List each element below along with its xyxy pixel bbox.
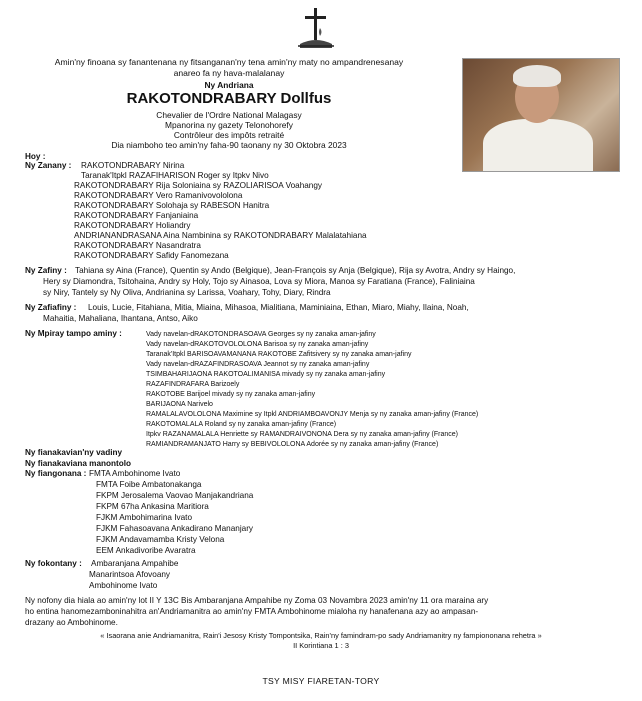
list-item: FMTA Ambohinome Ivato: [89, 469, 181, 478]
list-item: FJKM Andavamamba Kristy Velona: [96, 535, 225, 544]
list-item: Vady navelan-dRAZAFINDRASOAVA Jeannot sy ny zanaka aman-jafiny: [146, 361, 370, 368]
intro-line-1: Amin'ny finoana sy fanantenana ny fitsanganan'ny tena amin'ny maty no ampandrenesanay: [54, 57, 404, 67]
list-item: RAKOTOBE Barijoel mivady sy ny zanaka aman-jafiny: [146, 391, 316, 398]
zanany-label: Ny Zanany :: [25, 161, 72, 170]
closing-line-3: drazany ao Ambohinome.: [25, 618, 118, 627]
death-date: Dia niamboho teo amin'ny faha-90 taonany ny 30 Oktobra 2023: [111, 140, 347, 150]
zafiafiny-line-1: Louis, Lucie, Fitahiana, Mitia, Miaina, Mihasoa, Mialitiana, Maminiaina, Ethan, Miaro, Miahy, Ilaina, Noah,: [88, 303, 469, 312]
list-item: RAKOTONDRABARY Nasandratra: [74, 241, 201, 250]
list-item: Vady navelan-dRAKOTONDRASOAVA Georges sy ny zanaka aman-jafiny: [146, 331, 376, 338]
list-item: RAKOTONDRABARY Holiandry: [74, 221, 191, 230]
title-1: Chevalier de l'Ordre National Malagasy: [156, 110, 302, 120]
closing-line-1: Ny nofony dia hiala ao amin'ny lot II Y 13C Bis Ambaranjana Ampahibe ny Zoma 03 Novambra 2023 amin'ny 11 ora maraina ary: [25, 596, 489, 605]
fokontany-label: Ny fokontany :: [25, 559, 82, 568]
list-item: Manarintsoa Afovoany: [89, 570, 171, 579]
cross-candle-icon: [296, 6, 336, 50]
intro-line-2: anareo fa ny hava-malalanay: [173, 68, 285, 78]
portrait-photo: [462, 58, 620, 172]
list-item: RAKOTONDRABARY Fanjaniaina: [74, 211, 199, 220]
footer-note: TSY MISY FIARETAN-TORY: [262, 676, 380, 686]
list-item: RAKOTONDRABARY Solohaja sy RABESON Hanitra: [74, 201, 270, 210]
list-item: FKPM 67ha Ankasina Maritiora: [96, 502, 209, 511]
closing-line-2: ho entina hanomezamboninahitra an'Andriamanitra ao amin'ny FMTA Ambohinome mialoha ny hanafenana azy ao ampasan-: [25, 607, 479, 616]
list-item: RAKOTONDRABARY Rija Soloniaina sy RAZOLIARISOA Voahangy: [74, 181, 323, 190]
fiangonana-label: Ny fiangonana :: [25, 469, 87, 478]
list-item: EEM Ankadivoribe Avaratra: [96, 546, 196, 555]
hoy-label: Hoy :: [25, 152, 46, 161]
list-item: FJKM Fahasoavana Ankadirano Mananjary: [96, 524, 254, 533]
list-item: Taranak'Itpkl RAZAFIHARISON Roger sy Itpkv Nivo: [81, 171, 269, 180]
bible-verse: « Isaorana anie Andriamanitra, Rain'i Jesosy Kristy Tompontsika, Rain'ny famindram-po sady Andriamanitry ny fampiononana rehetra »: [100, 631, 542, 640]
title-2: Mpanorina ny gazety Telonohorefy: [165, 120, 293, 130]
list-item: FJKM Ambohimarina Ivato: [96, 513, 193, 522]
ny-andriana-label: Ny Andriana: [204, 80, 254, 90]
mpiray-label: Ny Mpiray tampo aminy :: [25, 329, 122, 338]
zafiny-label: Ny Zafiny :: [25, 266, 67, 275]
list-item: RAKOTOMALALA Roland sy ny zanaka aman-jafiny (France): [146, 421, 337, 428]
list-item: RAKOTONDRABARY Vero Ramanivovololona: [74, 191, 243, 200]
list-item: Vady navelan-dRAKOTOVOLOLONA Barisoa sy ny zanaka aman-jafiny: [146, 341, 369, 348]
list-item: ANDRIANANDRASANA Aina Nambinina sy RAKOTONDRABARY Malalatahiana: [74, 231, 367, 240]
verse-reference: II Korintiana 1 : 3: [293, 641, 349, 650]
list-item: RAKOTONDRABARY Nirina: [81, 161, 185, 170]
title-3: Contrôleur des impôts retraité: [173, 130, 285, 140]
list-item: FKPM Jerosalema Vaovao Manjakandriana: [96, 491, 254, 500]
list-item: Taranak'Itpkl BARISOAVAMANANA RAKOTOBE Zafitsivery sy ny zanaka aman-jafiny: [146, 351, 412, 358]
zafiafiny-label: Ny Zafiafiny :: [25, 303, 77, 312]
list-item: Itpkv RAZANAMALALA Henriette sy RAMANDRAIVONONA Dera sy ny zanaka aman-jafiny (France): [146, 431, 458, 438]
list-item: RAKOTONDRABARY Safidy Fanomezana: [74, 251, 229, 260]
zafiafiny-line-2: Mahaitia, Mahaliana, Ihantana, Antso, Aiko: [43, 314, 198, 323]
list-item: Ambohinome Ivato: [89, 581, 158, 590]
deceased-name: RAKOTONDRABARY Dollfus: [126, 90, 332, 107]
list-item: RAMIANDRAMANJATO Harry sy BEBIVOLOLONA Adorée sy ny zanaka aman-jafiny (France): [146, 441, 439, 448]
list-item: BARIJAONA Narivelo: [146, 401, 213, 408]
zafiny-line-3: sy Niry, Tantely sy Ny Oliva, Andrianina sy Larissa, Voahary, Tohy, Diary, Rindra: [43, 288, 331, 297]
list-item: FMTA Foibe Ambatonakanga: [96, 480, 202, 489]
zafiny-line-1: Tahiana sy Aina (France), Quentin sy Ando (Belgique), Jean-François sy Anja (Belgique), Rija sy Avotra, Andry sy Haingo,: [75, 266, 516, 275]
zafiny-line-2: Hery sy Diamondra, Tsitohaina, Andry sy Holy, Tojo sy Ainasoa, Lova sy Miora, Manoa sy Faratiana (France), Faliniaina: [43, 277, 475, 286]
list-item: RAZAFINDRAFARA Barizoely: [146, 381, 240, 388]
list-item: TSIMBAHARIJAONA RAKOTOALIMANISA mivady sy ny zanaka aman-jafiny: [146, 371, 386, 378]
list-item: RAMALALAVOLOLONA Maximine sy Itpkl ANDRIAMBOAVONJY Menja sy ny zanaka aman-jafiny (France): [146, 411, 479, 418]
fianakaviana-vadiny: Ny fianakavian'ny vadiny: [25, 448, 123, 457]
fianakaviana-manontolo: Ny fianakaviana manontolo: [25, 459, 132, 468]
list-item: Ambaranjana Ampahibe: [91, 559, 179, 568]
